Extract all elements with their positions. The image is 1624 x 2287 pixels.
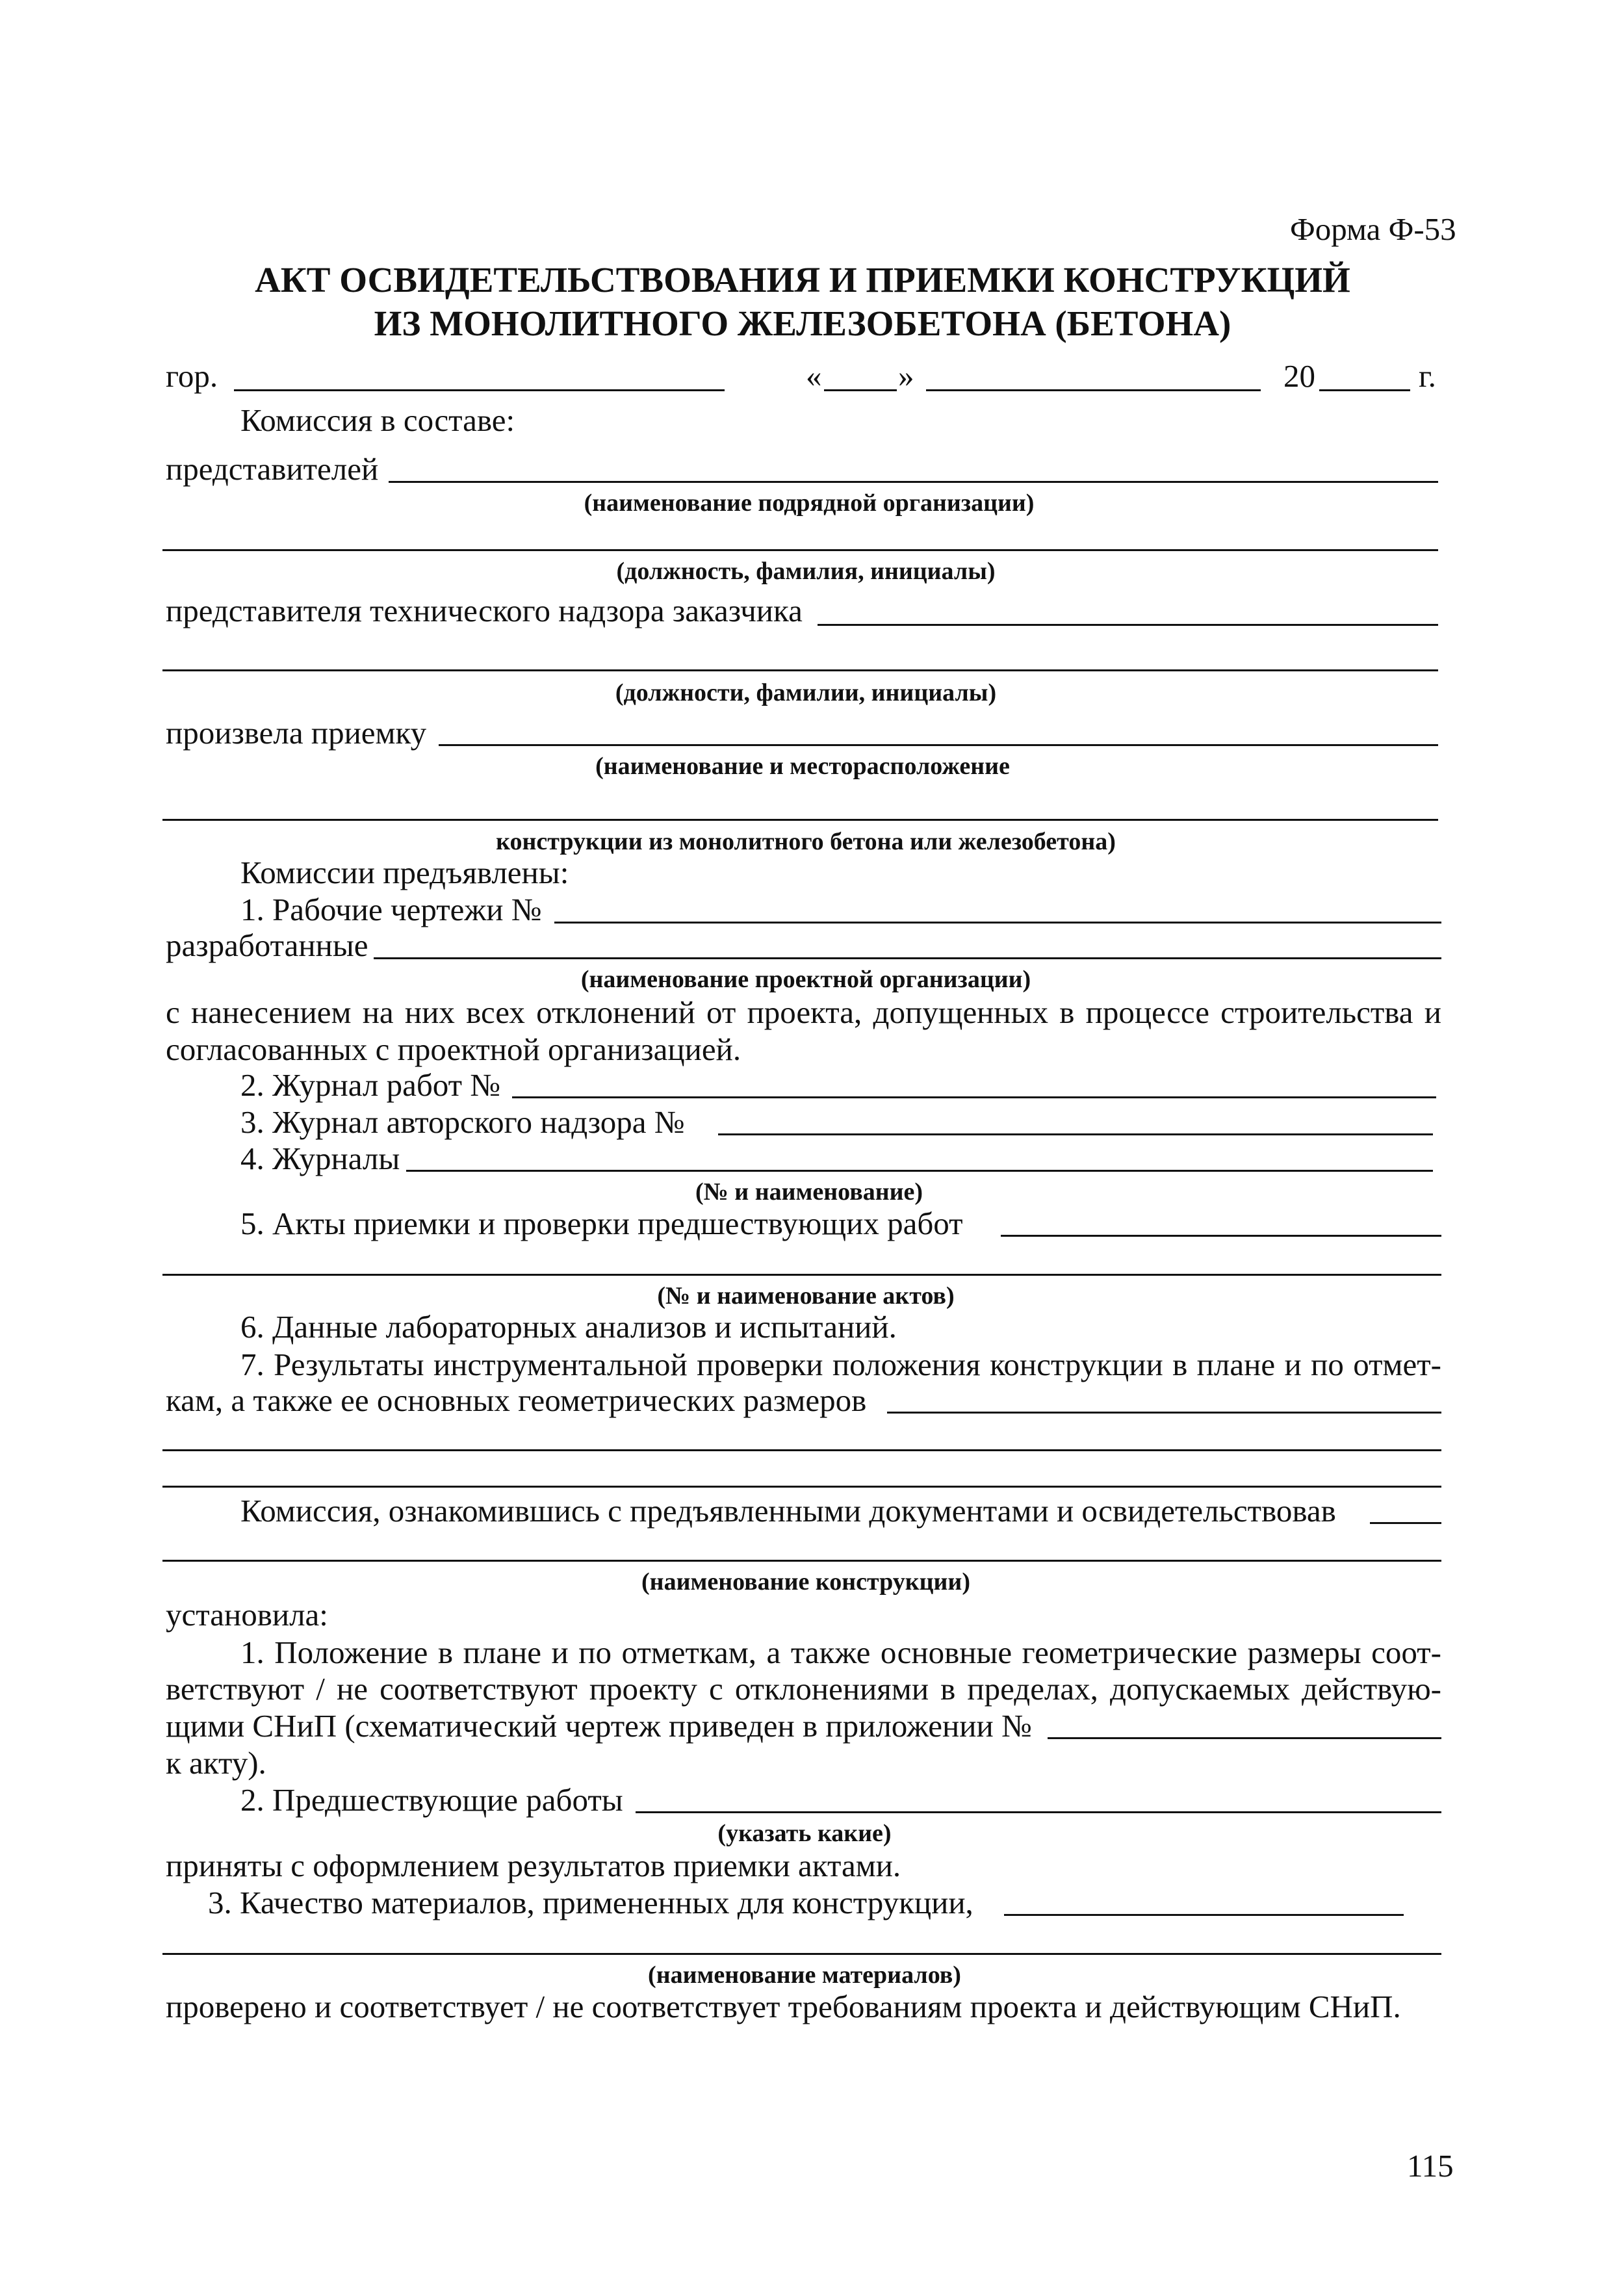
materials-caption: (наименование материалов) [648,1961,961,1989]
presented-label: Комиссии предъявлены: [240,855,569,890]
finding1-line-1: 1. Положение в плане и по отметкам, а также основные геометрические размеры соот- [240,1634,1441,1670]
finding2-line-2: приняты с оформлением результатов приемки актами. [166,1848,901,1883]
finding3-label: 3. Качество материалов, примененных для конструкции, [208,1885,973,1920]
structure-field[interactable] [162,819,1438,821]
acceptance-field[interactable] [439,744,1438,746]
deviations-line-1: с нанесением на них всех отклонений от проекта, допущенных в процессе строительства и [166,994,1441,1030]
customer-field[interactable] [818,624,1438,626]
year-field[interactable] [1319,389,1410,391]
materials-field-2[interactable] [162,1953,1441,1955]
year-suffix: г. [1419,358,1436,394]
construction-field[interactable] [162,1560,1441,1562]
measurements-field-2[interactable] [162,1449,1441,1451]
day-field[interactable] [824,389,897,391]
acceptance-label: произвела приемку [166,715,427,751]
title-line-2: ИЗ МОНОЛИТНОГО ЖЕЛЕЗОБЕТОНА (БЕТОНА) [374,304,1231,343]
measurements-field-3[interactable] [162,1486,1441,1488]
item7-line-1: 7. Результаты инструментальной проверки положения конструкции в плане и по отмет- [240,1347,1441,1382]
item3-label: 3. Журнал авторского надзора № [240,1104,685,1140]
month-field[interactable] [926,389,1261,391]
item4-label: 4. Журналы [240,1141,400,1176]
item7-line-2: кам, а также ее основных геометрических размеров [166,1382,867,1418]
contractor-field[interactable] [389,481,1438,483]
structure-caption: конструкции из монолитного бетона или железобетона) [496,828,1116,855]
year-prefix: 20 [1283,358,1315,394]
positions-caption: (должности, фамилии, инициалы) [615,679,997,706]
design-org-field[interactable] [374,957,1441,959]
city-field[interactable] [234,389,725,391]
commission-label: Комиссия в составе: [240,402,515,438]
item2-label: 2. Журнал работ № [240,1067,501,1103]
city-label: гор. [166,358,218,394]
finding2-label: 2. Предшествующие работы [240,1782,623,1818]
drawings-field[interactable] [554,922,1441,924]
journals-caption: (№ и наименование) [695,1178,923,1206]
design-org-caption: (наименование проектной организации) [580,966,1031,993]
finding3-line-2: проверено и соответствует / не соответствует требованиям проекта и действующим СНиП. [166,1989,1401,2024]
day-quote-close: » [898,358,914,394]
item1-label: 1. Рабочие чертежи № [240,892,542,927]
work-journal-field[interactable] [512,1096,1436,1098]
developed-label: разработанные [166,927,368,963]
position-caption: (должность, фамилия, инициалы) [616,558,996,585]
item6-label: 6. Данные лабораторных анализов и испытаний. [240,1309,897,1345]
journals-field[interactable] [406,1170,1433,1172]
finding1-line-2: ветствуют / не соответствуют проекту с отклонениями в пределах, допускаемых действую- [166,1671,1441,1707]
form-number: Форма Ф-53 [1290,211,1456,247]
finding1-line-4: к акту). [166,1745,266,1781]
specify-caption: (указать какие) [717,1820,892,1847]
commission-review: Комиссия, ознакомившись с предъявленными документами и освидетельствовав [240,1493,1336,1529]
title-line-1: АКТ ОСВИДЕТЕЛЬСТВОВАНИЯ И ПРИЕМКИ КОНСТРУКЦИЙ [255,260,1350,300]
appendix-field[interactable] [1048,1737,1441,1739]
review-field[interactable] [1370,1522,1441,1524]
acts-caption: (№ и наименование актов) [657,1282,955,1310]
established-label: установила: [166,1597,328,1633]
customer-person-field[interactable] [162,669,1438,671]
representatives-label: представителей [166,451,379,487]
day-quote-open: « [806,358,822,394]
acts-field-2[interactable] [162,1274,1441,1276]
acts-field[interactable] [1001,1235,1441,1237]
item5-label: 5. Акты приемки и проверки предшествующих работ [240,1206,963,1241]
page-number: 115 [1407,2148,1454,2184]
supervision-journal-field[interactable] [718,1133,1433,1135]
previous-works-field[interactable] [636,1811,1441,1813]
materials-field[interactable] [1004,1914,1404,1916]
customer-label: представителя технического надзора заказчика [166,593,803,628]
contractor-person-field[interactable] [162,549,1438,551]
construction-caption: (наименование конструкции) [641,1568,970,1596]
location-caption: (наименование и месторасположение [595,753,1010,780]
measurements-field[interactable] [887,1412,1441,1414]
deviations-line-2: согласованных с проектной организацией. [166,1031,741,1067]
contractor-caption: (наименование подрядной организации) [584,489,1035,517]
finding1-line-3: щими СНиП (схематический чертеж приведен в приложении № [166,1708,1032,1744]
